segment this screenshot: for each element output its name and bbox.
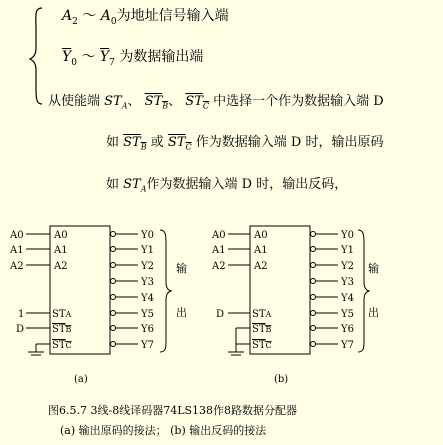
note-original-output: 如 $ST_B$ 或 $ST_C$ 作为数据输入端 D 时，输出原码 [106, 135, 384, 152]
output-y6-b: Y6 [341, 324, 354, 335]
output-y2-b: Y2 [341, 261, 354, 272]
diagram-label-a: (a) [74, 374, 88, 385]
output-y3-a: Y3 [141, 277, 154, 288]
pin-stb: STB [52, 324, 72, 335]
brace-label-bottom-a: 出 [176, 306, 187, 319]
output-y1-b: Y1 [341, 245, 354, 256]
pin-a1-b: A1 [254, 245, 268, 256]
input-label-a2-b: A2 [212, 261, 226, 272]
input-label-a1-b: A1 [212, 245, 226, 256]
note-inverted-output: 如 $ST_A$作为数据输入端 D 时，输出反码， [106, 177, 348, 194]
output-y7-a: Y7 [141, 340, 154, 351]
pin-sta: STA [52, 309, 72, 320]
input-label-a0: A0 [10, 230, 24, 241]
input-label-a2: A2 [10, 261, 24, 272]
output-y5-b: Y5 [341, 309, 354, 320]
note-address-inputs: $A_2$ ～ $A_0$为地址信号输入端 [62, 8, 229, 27]
input-one: 1 [18, 309, 25, 320]
pin-a2: A2 [54, 261, 68, 272]
figure-subcaption: (a) 输出原码的接法； (b) 输出反码的接法 [60, 424, 267, 437]
output-y1-a: Y1 [141, 245, 154, 256]
output-y4-a: Y4 [141, 293, 154, 304]
output-y3-b: Y3 [341, 277, 354, 288]
output-y2-a: Y2 [141, 261, 154, 272]
pin-stb-b: STB [252, 324, 272, 335]
input-label-a1: A1 [10, 245, 24, 256]
brace-label-bottom-b: 出 [368, 306, 379, 319]
diagram-label-b: (b) [274, 374, 289, 385]
input-d-a: D [16, 324, 25, 335]
outputs-b [311, 232, 339, 347]
input-d-b: D [216, 309, 225, 320]
pin-stc-b: STC [252, 340, 272, 351]
output-brace-a [160, 230, 171, 352]
output-y0-b: Y0 [341, 230, 354, 241]
output-brace-b [358, 230, 369, 352]
brace-label-top-a: 输 [176, 262, 187, 275]
input-label-a0-b: A0 [212, 230, 226, 241]
pin-a2-b: A2 [254, 261, 268, 272]
output-y6-a: Y6 [141, 324, 154, 335]
note-enable-select: 从使能端 $ST_A$、 $ST_B$、 $ST_C$ 中选择一个作为数据输入端 D [48, 94, 384, 111]
outputs-a [111, 232, 139, 347]
pin-sta-b: STA [252, 309, 272, 320]
output-y7-b: Y7 [341, 340, 354, 351]
pin-a1: A1 [54, 245, 68, 256]
note-data-outputs: $\overline{Y}_0$ ～ $\overline{Y}_7$ 为数据输出端 [62, 49, 204, 68]
decoder-diagram-b [211, 226, 379, 385]
figure-caption: 图6.5.7 3线-8线译码器74LS138作8路数据分配器 [48, 404, 298, 417]
pin-a0: A0 [54, 230, 68, 241]
output-y4-b: Y4 [341, 293, 354, 304]
output-y5-a: Y5 [141, 309, 154, 320]
pin-a0-b: A0 [254, 230, 268, 241]
brace-label-top-b: 输 [368, 262, 379, 275]
output-y0-a: Y0 [141, 230, 154, 241]
pin-stc: STC [52, 340, 72, 351]
